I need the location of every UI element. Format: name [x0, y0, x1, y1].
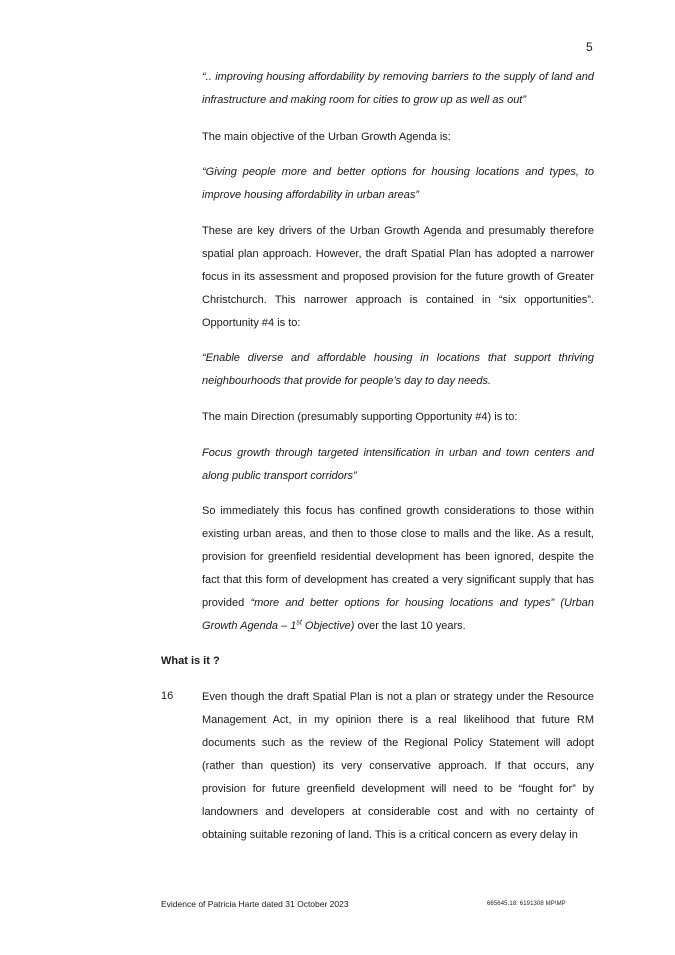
page-number: 5 [586, 40, 593, 54]
footer-right: 665645.18: 6191308 MP\MP [487, 901, 566, 907]
numbered-paragraph-text: Even though the draft Spatial Plan is not a plan or strategy under the Resource Management Act, in my opinion there is a real likelihood that future RM documents such as the review of the Regional Policy Statement will adopt (rather than question) its very conservative approach. If that occurs, any provision for future greenfield development will need to be “fought for” by landowners and developers at considerable cost and with no certainty of obtaining suitable rezoning of land. This is a critical concern as every delay in [202, 691, 594, 841]
body-paragraph-4-quote-b: Objective) [301, 620, 355, 632]
body-paragraph-2: These are key drivers of the Urban Growth Agenda and presumably therefore spatial plan approach. However, the draft Spatial Plan has adopted a narrower focus in its assessment and proposed provision for the future growth of Greater Christchurch. This narrower approach is contained in “six opportunities”. Opportunity #4 is to: [202, 225, 594, 329]
section-heading: What is it ? [161, 655, 220, 667]
footer-left: Evidence of Patricia Harte dated 31 October 2023 [161, 899, 349, 909]
body-paragraph-4-superscript: st [296, 619, 302, 627]
body-paragraph-4 [202, 500, 594, 638]
quote-paragraph-1: “.. improving housing affordability by removing barriers to the supply of land and infrastructure and making room for cities to grow up as well as out” [202, 71, 594, 106]
paragraph-number: 16 [161, 690, 174, 702]
quote-paragraph-2: “Giving people more and better options for housing locations and types, to improve housing affordability in urban areas” [202, 166, 594, 201]
body-paragraph-4-quote-a: “more and better options for housing locations and types” (Urban Growth Agenda – 1 [202, 597, 594, 632]
body-paragraph-3: The main Direction (presumably supporting Opportunity #4) is to: [202, 411, 518, 423]
body-paragraph-4-tail: over the last 10 years. [354, 620, 466, 632]
body-paragraph-4-text: So immediately this focus has confined growth considerations to those within existing urban areas, and then to those close to malls and the like. As a result, provision for greenfield residential development has been ignored, despite the fact that this form of development has created a very significant supply that has provided [202, 505, 594, 609]
quote-paragraph-4: Focus growth through targeted intensification in urban and town centers and along public transport corridors” [202, 447, 594, 482]
body-paragraph-1: The main objective of the Urban Growth Agenda is: [202, 131, 451, 143]
quote-paragraph-3: “Enable diverse and affordable housing in locations that support thriving neighbourhoods that provide for people’s day to day needs. [202, 352, 594, 387]
